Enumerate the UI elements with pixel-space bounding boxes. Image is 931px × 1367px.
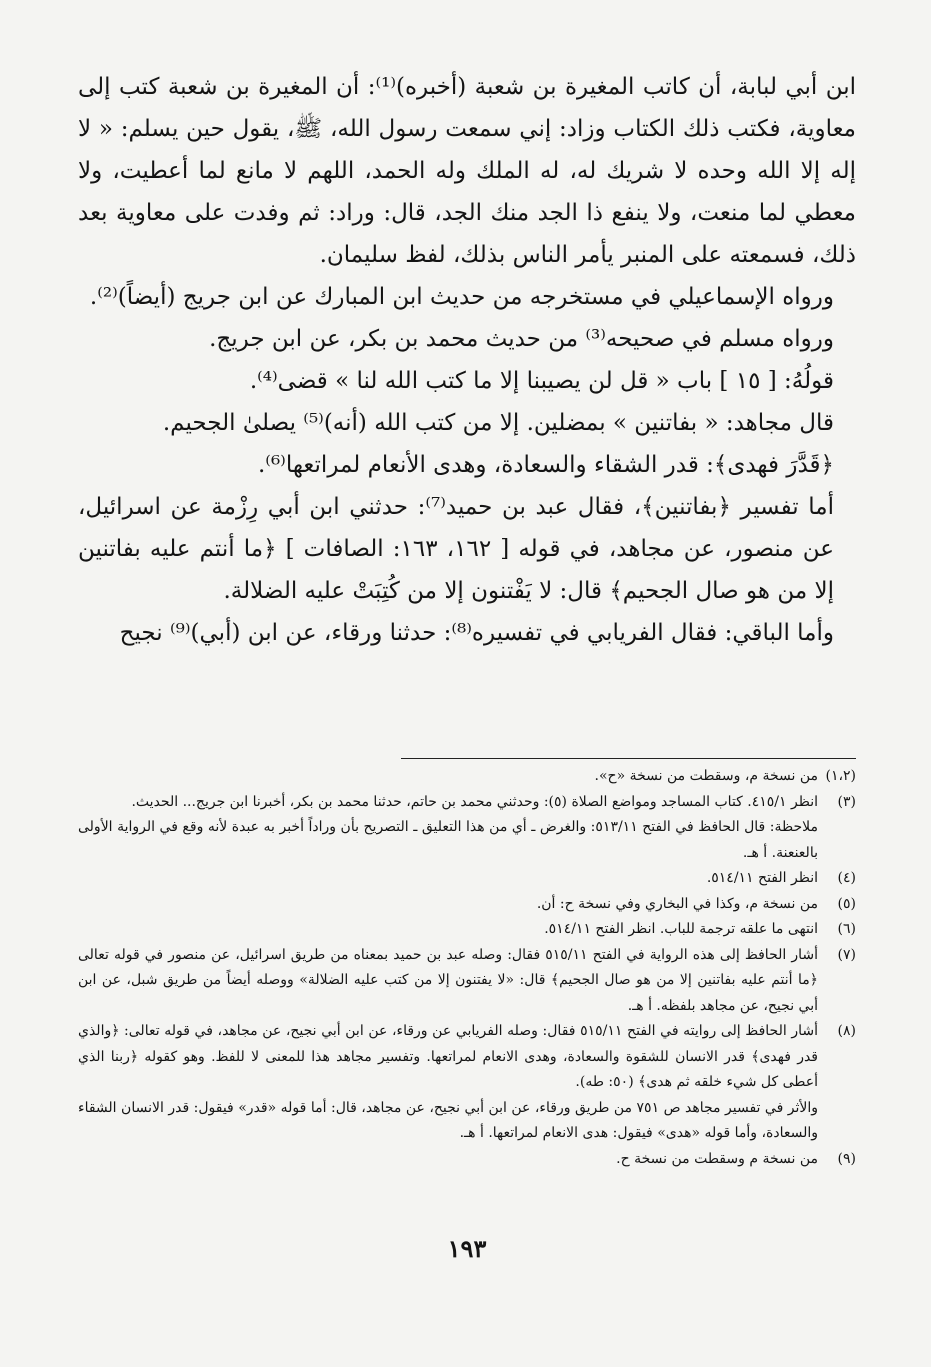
footnote-text: انظر الفتح ٥١٤/١١. xyxy=(706,870,818,886)
footnote-body xyxy=(78,1147,818,1173)
main-paragraph-1: ابن أبي لبابة، أن كاتب المغيرة بن شعبة (أخبره)⁽¹⁾: أن المغيرة بن شعبة كتب إلى معاوية، فكتب ذلك الكتاب وزاد: إني سمعت رسول الله، ﷺ، يقول حين يسلم: « لا إله إلا الله وحده لا شريك له، له الملك وله الحمد، اللهم لا مانع لما أعطيت، ولا معطي لما منعت، ولا ينفع ذا الجد منك الجد، قال: وراد: ثم وفدت على معاوية بعد ذلك، فسمعته على المنبر يأمر الناس بذلك، لفظ سليمان. xyxy=(78,74,856,268)
footnote-body xyxy=(78,917,818,943)
page-number: ١٩٣ xyxy=(447,1234,487,1263)
footnote-number: (٣) xyxy=(837,793,856,810)
book-page xyxy=(78,66,856,1346)
footnote-body xyxy=(78,943,818,1020)
footnotes xyxy=(78,764,856,1172)
footnote-4 xyxy=(78,866,856,892)
footnote-body xyxy=(78,1019,818,1147)
main-paragraph-4-heading: قولُهُ: [ ١٥ ] باب « قل لن يصيبنا إلا ما كتب الله لنا » قضى⁽⁴⁾. xyxy=(249,368,834,394)
footnote-body xyxy=(78,790,818,867)
footnote-body xyxy=(78,866,818,892)
footnote-5 xyxy=(78,892,856,918)
footnote-divider xyxy=(401,758,856,759)
footnote-body xyxy=(78,892,818,918)
footnote-3 xyxy=(78,790,856,867)
footnote-6 xyxy=(78,917,856,943)
footnote-text: من نسخة م، وكذا في البخاري وفي نسخة ح: أن. xyxy=(536,895,818,912)
footnote-1-2 xyxy=(78,764,856,790)
footnote-number: (١،٢) xyxy=(825,768,856,784)
footnote-body xyxy=(78,764,818,790)
footnote-number: (٥) xyxy=(837,895,856,912)
footnote-number: (٤) xyxy=(837,870,856,886)
footnote-text: أشار الحافظ إلى روايته في الفتح ٥١٥/١١ فقال: وصله الفريابي عن ورقاء، عن ابن أبي نجيح، عن مجاهد، في قوله تعالى: ﴿والذي قدر فهدى﴾ قدر الانسان للشقوة والسعادة، وهدى الانعام لمراتعها. وتفسير مجاهد هذا للمعنى لا للفظ. وهو كقوله ﴿ربنا الذي أعطى كل شيء خلقه ثم هدى﴾ (٥٠: طه). xyxy=(78,1023,818,1090)
footnote-note-text: ملاحظة: قال الحافظ في الفتح ٥١٣/١١: والغرض ـ أي من هذا التعليق ـ التصريح بأن وراداً أخبر به عبدة لأنه وقع في الرواية الأولى بالعنعنة. أ هـ. xyxy=(78,819,818,861)
footnote-9 xyxy=(78,1147,856,1173)
footnote-number: (٩) xyxy=(837,1150,856,1167)
footnote-text: أشار الحافظ إلى هذه الرواية في الفتح ٥١٥/١١ فقال: وصله عبد بن حميد بمعناه من طريق اسرائيل، عن منصور في قوله تعالى ﴿ما أنتم عليه بفاتنين إلا من هو صال الجحيم﴾ قال: «لا يفتنون إلا من كتب عليه الضلالة» ووصله أيضاً من طريق شبل، عن ابن أبي نجيح، عن مجاهد بلفظه. أ هـ. xyxy=(78,946,818,1014)
footnote-8 xyxy=(78,1019,856,1147)
footnote-note-text: والأثر في تفسير مجاهد ص ٧٥١ من طريق ورقاء، عن ابن أبي نجيح، عن مجاهد، قال: أما قوله «قدر» فيقول: قدر الانسان الشقاء والسعادة، وأما قوله «هدى» فيقول: هدى الانعام لمراتعها. أ هـ. xyxy=(78,1099,819,1141)
footnote-number: (٨) xyxy=(837,1023,856,1039)
main-paragraph-8: وأما الباقي: فقال الفريابي في تفسيره⁽⁸⁾: حدثنا ورقاء، عن ابن (أبي)⁽⁹⁾ نجيح xyxy=(119,620,834,646)
footnote-text: انتهى ما علقه ترجمة للباب. انظر الفتح ٥١٤/١١. xyxy=(544,921,818,937)
footnote-number: (٦) xyxy=(837,921,856,937)
main-paragraph-5: قال مجاهد: « بفاتنين » بمضلين. إلا من كتب الله (أنه)⁽⁵⁾ يصلىٰ الجحيم. xyxy=(162,410,834,436)
main-text xyxy=(78,66,856,654)
main-paragraph-6: ﴿قَدَّرَ فهدى﴾: قدر الشقاء والسعادة، وهدى الأنعام لمراتعها⁽⁶⁾. xyxy=(257,452,834,478)
main-paragraph-2: ورواه الإسماعيلي في مستخرجه من حديث ابن المبارك عن ابن جريج (أيضاً)⁽²⁾. xyxy=(89,284,834,310)
footnote-text: انظر ٤١٥/١. كتاب المساجد ومواضع الصلاة (٥): وحدثني محمد بن حاتم، حدثنا محمد بن بكر، أخبرنا ابن جريج... الحديث. xyxy=(131,793,818,810)
main-paragraph-3: ورواه مسلم في صحيحه⁽³⁾ من حديث محمد بن بكر، عن ابن جريج. xyxy=(209,326,834,352)
footnote-number: (٧) xyxy=(837,946,856,963)
footnote-text: من نسخة م وسقطت من نسخة ح. xyxy=(616,1150,818,1167)
footnote-7 xyxy=(78,943,856,1020)
main-paragraph-7: أما تفسير ﴿بفاتنين﴾، فقال عبد بن حميد⁽⁷⁾: حدثني ابن أبي رِزْمة عن اسرائيل، عن منصور، عن مجاهد، في قوله [ ١٦٢، ١٦٣: الصافات ] ﴿ما أنتم عليه بفاتنين إلا من هو صال الجحيم﴾ قال: لا يَفْتنون إلا من كُتِبَتْ عليه الضلالة. xyxy=(78,494,834,604)
footnote-text: من نسخة م، وسقطت من نسخة «ح». xyxy=(594,768,818,784)
